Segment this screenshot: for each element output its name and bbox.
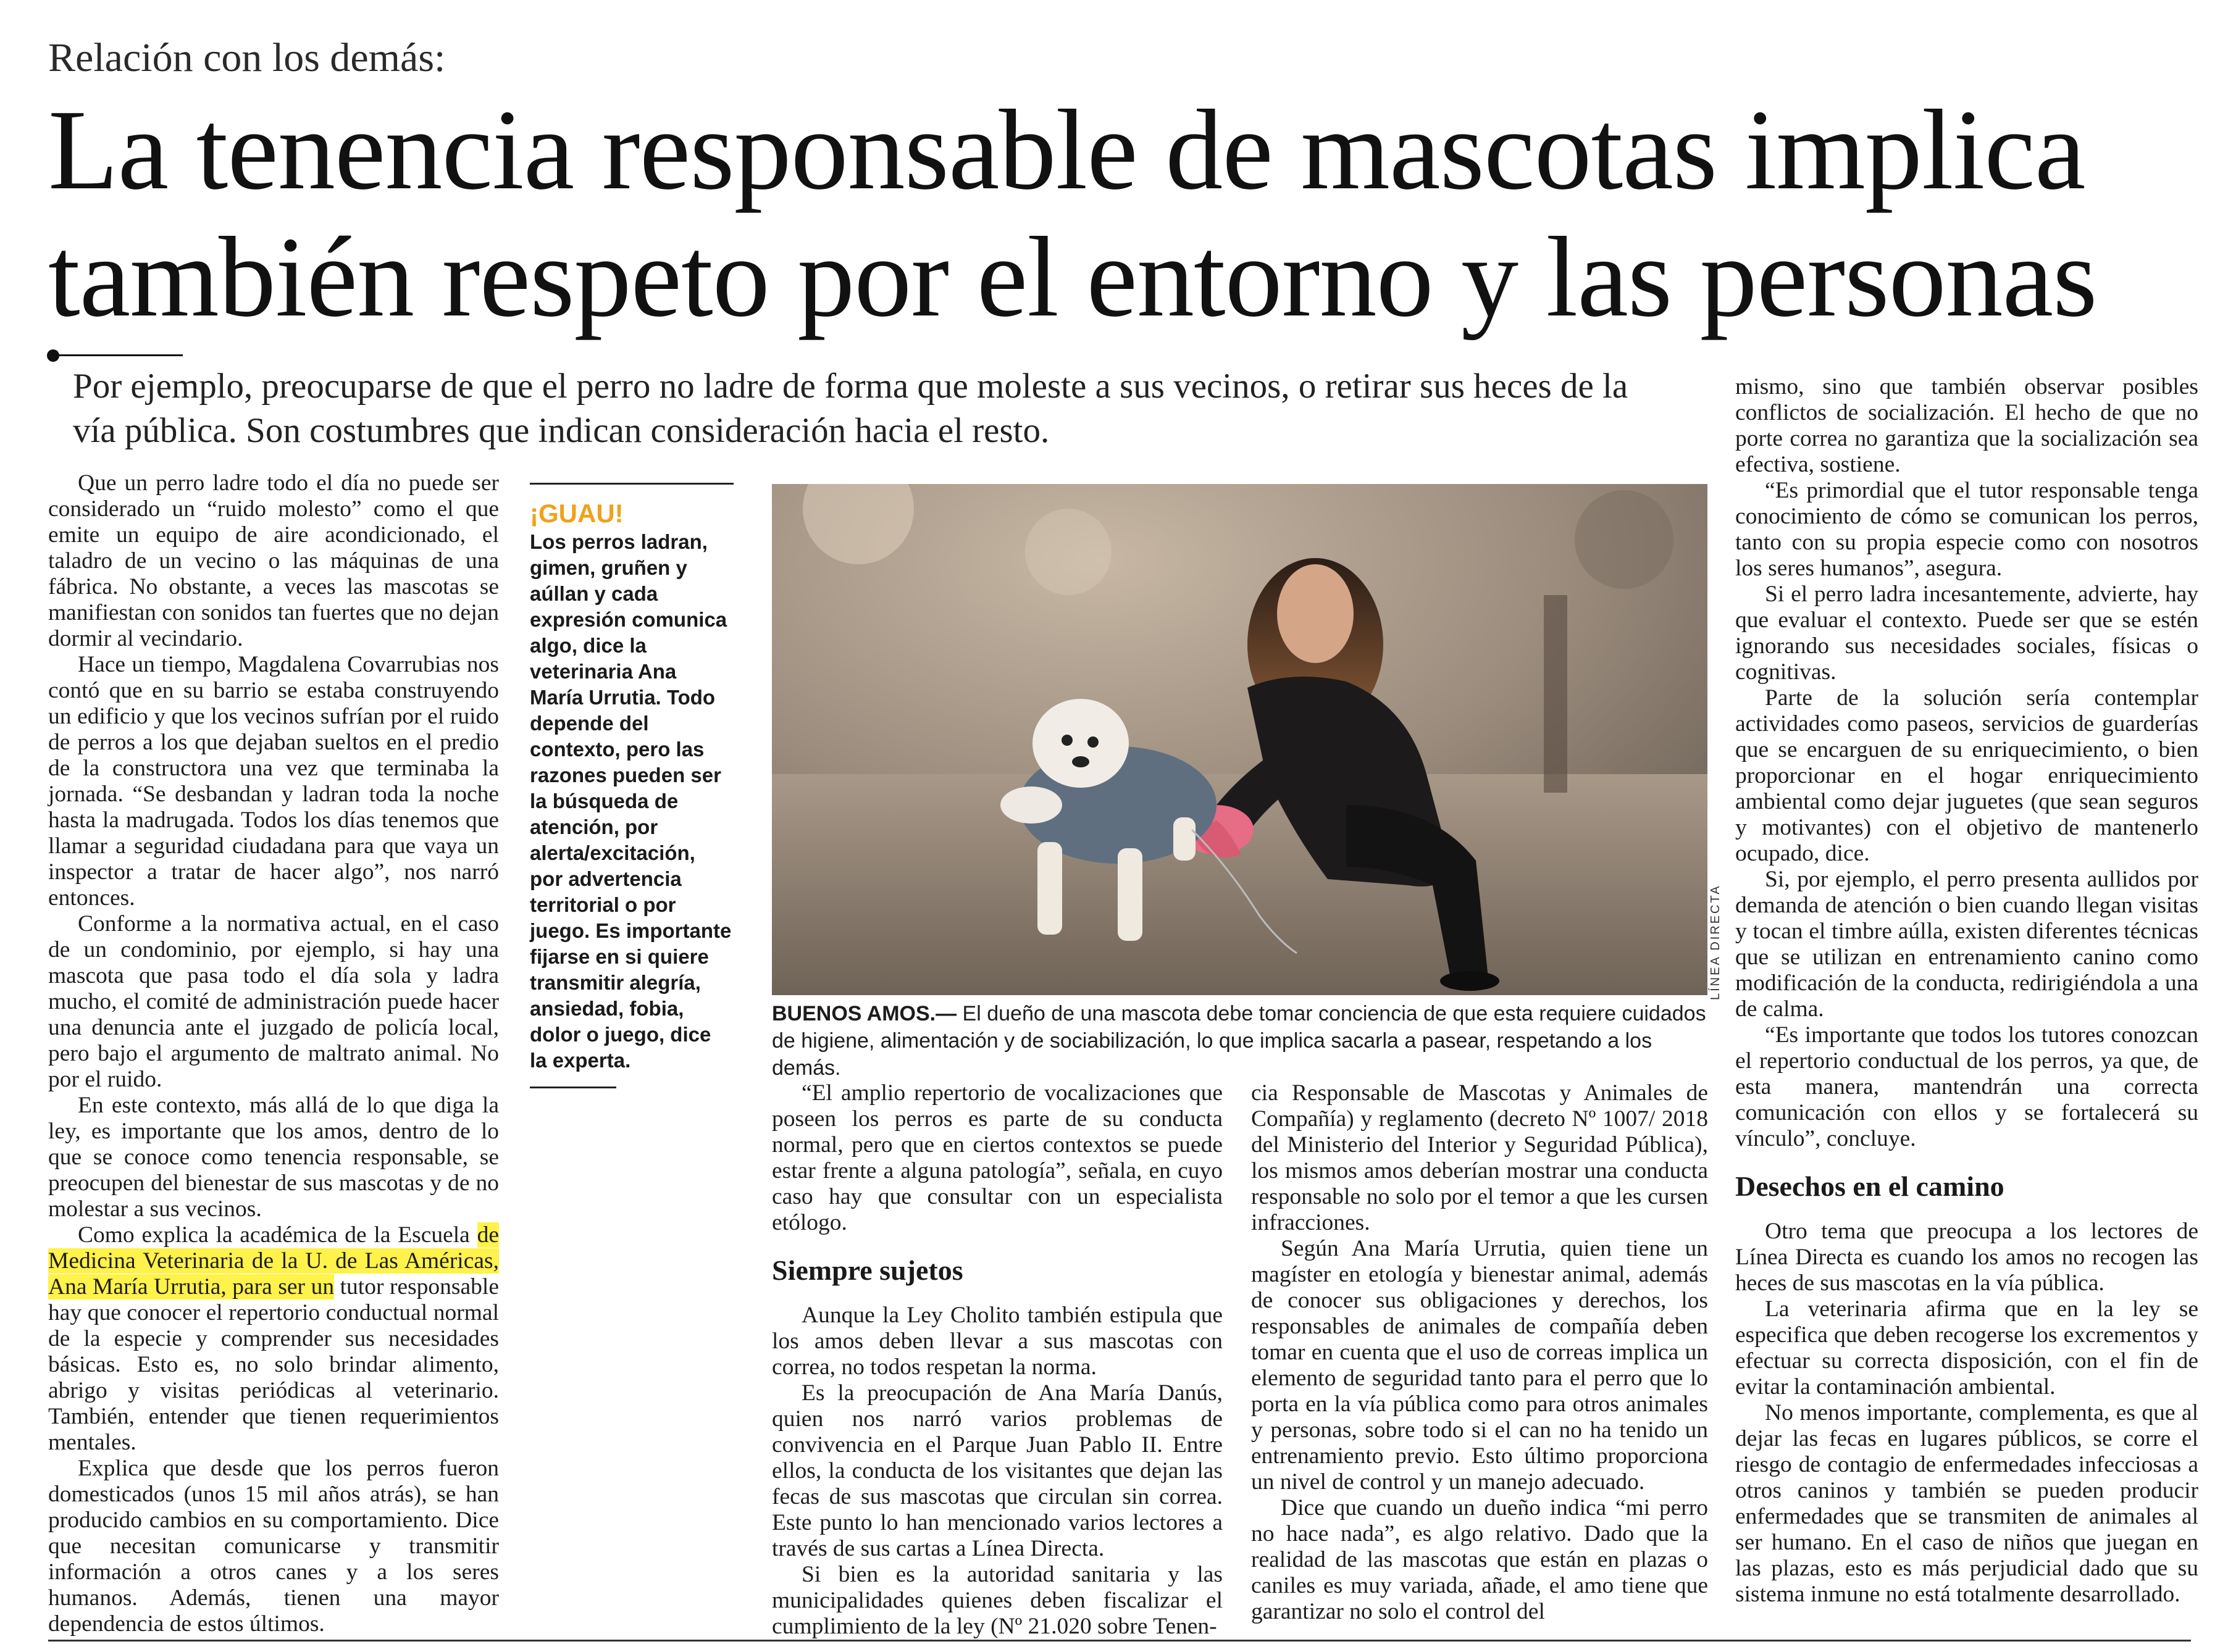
- headline: [48, 86, 2185, 341]
- paragraph: Otro tema que preocupa a los lectores de Línea Directa es cuando los amos no recogen las heces de sus mascotas en la vía pública.: [1735, 1219, 2198, 1296]
- paragraph: Si bien es la autoridad sanitaria y las municipalidades quienes deben fiscalizar el cumplimiento de la ley (Nº 21.020 sobre Tenen-: [772, 1562, 1223, 1639]
- lede: Por ejemplo, preocuparse de que el perro no ladre de forma que moleste a sus vecinos, o retirar sus heces de la vía pública. Son costumbres que indican consideración hacia el resto.: [73, 367, 1628, 450]
- paragraph: Conforme a la normativa actual, en el caso de un condominio, por ejemplo, si hay una mascota que pasa todo el día sola y ladra mucho, el comité de administración puede hacer una denuncia ante el juzgado de policía local, pero bajo el argumento de maltrato animal. No por el ruido.: [48, 911, 499, 1092]
- caption-text: El dueño de una mascota debe tomar conciencia de que esta requiere cuidados de higiene, alimentación y de sociabilización, lo que implica sacarla a pasear, respetando a los demás.: [772, 1002, 1706, 1080]
- photo-illustration: [772, 484, 1707, 995]
- headline-line-1: La tenencia responsable de mascotas implica: [48, 86, 2085, 214]
- bottom-rule: [48, 1640, 2191, 1642]
- caption-label: BUENOS AMOS.—: [772, 1002, 957, 1025]
- paragraph: Que un perro ladre todo el día no puede ser considerado un “ruido molesto” como el que emite un equipo de aire acondicionado, el taladro de un vecino o las máquinas de una fábrica. No obstante, a veces las mascotas se manifiestan con sonidos tan fuertes que no dejan dormir al vecindario.: [48, 470, 500, 651]
- paragraph: Si el perro ladra incesantemente, advierte, hay que evaluar el contexto. Puede ser que se estén ignorando sus necesidades sociales, físicas o cognitivas.: [1735, 582, 2198, 685]
- paragraph: No menos importante, complementa, es que al dejar las fecas en lugares públicos, se corre el riesgo de contagio de enfermedades infecciosas a otros caninos y también se pueden producir enfermedades que se transmiten de animales al ser humano. En el caso de niños que juegan en las plazas, esto es más perjudicial dado que su sistema inmune no está totalmente desarrollado.: [1735, 1400, 2198, 1607]
- paragraph: Hace un tiempo, Magdalena Covarrubias nos contó que en su barrio se estaba construyendo un edificio y que los vecinos sufrían por el ruido de perros a los que dejaban sueltos en el predio de la constructora una vez que terminaba la jornada. “Se desbandan y ladran toda la noche hasta la madrugada. Todos los días tenemos que llamar a seguridad ciudadana para que vaya un inspector a tratar de hacer algo”, nos narró entonces.: [48, 652, 499, 911]
- paragraph: Es la preocupación de Ana María Danús, quien nos narró varios problemas de convivencia en el Parque Juan Pablo II. Entre ellos, la conducta de los visitantes que dejan las fecas de sus mascotas que circulan sin correa. Este punto lo han mencionado varios lectores a través de sus cartas a Línea Directa.: [772, 1380, 1223, 1561]
- text-run: Como explica la académica de la Escuela: [78, 1222, 477, 1248]
- sidebar-end-rule: [530, 1087, 616, 1088]
- paragraph: mismo, sino que también observar posibles conflictos de socialización. El hecho de que no porte correa no garantiza que la socialización sea efectiva, sostiene.: [1735, 374, 2198, 477]
- paragraph: “Es primordial que el tutor responsable tenga conocimiento de cómo se comunican los perros, tanto con su propia especie como con nosotros los seres humanos”, asegura.: [1735, 478, 2198, 581]
- paragraph: La veterinaria afirma que en la ley se especifica que deben recogerse los excrementos y efectuar su correcta disposición, con el fin de evitar la contaminación ambiental.: [1735, 1296, 2198, 1400]
- article-photo: [772, 484, 1707, 995]
- photo-credit: [1706, 884, 1725, 1000]
- headline-line-2: también respeto por el entorno y las personas: [48, 214, 2097, 341]
- text-run: tutor responsable hay que conocer el repertorio conductual normal de la especie y comprender sus necesidades básicas. Esto es, no solo brindar alimento, abrigo y visitas periódicas al veterinario. También, entender que tienen requerimientos mentales.: [48, 1274, 499, 1455]
- paragraph: Parte de la solución sería contemplar actividades como paseos, servicios de guarderías que se encarguen de su enriquecimiento, o bien proporcionar en el hogar enriquecimiento ambiental como dejar juguetes (que sean seguros y motivantes) con el objetivo de mantenerlo ocupado, dice.: [1735, 685, 2198, 866]
- paragraph: Explica que desde que los perros fueron domesticados (unos 15 mil años atrás), se han producido cambios en su comportamiento. Dice que necesitan comunicarse y transmitir información a otros canes y a los seres humanos. Además, tienen una mayor dependencia de estos últimos.: [48, 1456, 499, 1637]
- paragraph: cia Responsable de Mascotas y Animales de Compañía) y reglamento (decreto Nº 1007/ 2018 del Ministerio del Interior y Seguridad Pública), los mismos amos deberían mostrar una conducta responsable no solo por el temor a que les cursen infracciones.: [1251, 1080, 1708, 1235]
- paragraph-highlighted: [48, 1222, 499, 1456]
- highlighted-text: de Medicina Veterinaria de la U. de Las Américas, Ana María Urrutia, para ser un: [48, 1222, 499, 1299]
- paragraph: Según Ana María Urrutia, quien tiene un magíster en etología y bienestar animal, además de conocer sus obligaciones y derechos, los responsables de animales de compañía deben tomar en cuenta que el uso de correas implica un elemento de seguridad tanto para el perro que lo porta en la vía pública como para otros animales y personas, sobre todo si el can no ha tenido un entrenamiento previo. Esto último proporciona un nivel de control y un manejo adecuado.: [1251, 1236, 1708, 1495]
- subheading: Siempre sujetos: [772, 1254, 963, 1286]
- kicker: Relación con los demás:: [48, 35, 446, 80]
- paragraph: “El amplio repertorio de vocalizaciones que poseen los perros es parte de su conducta normal, pero que en ciertos contextos se puede estar frente a alguna patología”, señala, en cuyo caso hay que consultar con un especialista etólogo.: [772, 1080, 1223, 1235]
- article-column-1: [48, 470, 499, 1637]
- sidebar-tag: ¡GUAU!: [530, 499, 624, 528]
- sidebar-box: [530, 483, 734, 1074]
- article-column-5: [1735, 374, 2198, 1608]
- paragraph: “Es importante que todos los tutores conozcan el repertorio conductual de los perros, ya que, de esta manera, mantendrán una correcta comunicación con ellos y se fortalecerá su vínculo”, concluye.: [1735, 1022, 2198, 1151]
- paragraph: En este contexto, más allá de lo que diga la ley, es importante que los amos, dentro de lo que se conoce como tenencia responsable, se preocupen del bienestar de sus mascotas y de no molestar a sus vecinos.: [48, 1093, 499, 1222]
- photo-caption: [772, 1000, 1707, 1082]
- section-rule-line: [53, 354, 183, 356]
- article-column-4: [1251, 1080, 1708, 1625]
- paragraph: Dice que cuando un dueño indica “mi perro no hace nada”, es algo relativo. Dado que la realidad de las mascotas que están en plazas o caniles es muy variada, añade, el amo tiene que garantizar no solo el control del: [1251, 1495, 1708, 1624]
- article-column-3: [772, 1080, 1223, 1640]
- paragraph: Aunque la Ley Cholito también estipula que los amos deben llevar a sus mascotas con correa, no todos respetan la norma.: [772, 1303, 1223, 1380]
- paragraph: Si, por ejemplo, el perro presenta aullidos por demanda de atención o bien cuando llegan visitas y tocan el timbre aúlla, existen diferentes técnicas que se utilizan en entrenamiento canino como modificación de la conducta, redirigiéndola a una de calma.: [1735, 867, 2198, 1022]
- subheading: Desechos en el camino: [1735, 1170, 2004, 1202]
- sidebar-body: Los perros ladran, gimen, gruñen y aúllan y cada expresión comunica algo, dice la veterinaria Ana María Urrutia. Todo depende del contexto, pero las razones pueden ser la búsqueda de atención, por alerta/excitación, por advertencia territorial o por juego. Es importante fijarse en si quiere transmitir alegría, ansiedad, fobia, dolor o juego, dice la experta.: [530, 530, 732, 1072]
- photo-credit-text: LÍNEA DIRECTA: [1709, 884, 1722, 1000]
